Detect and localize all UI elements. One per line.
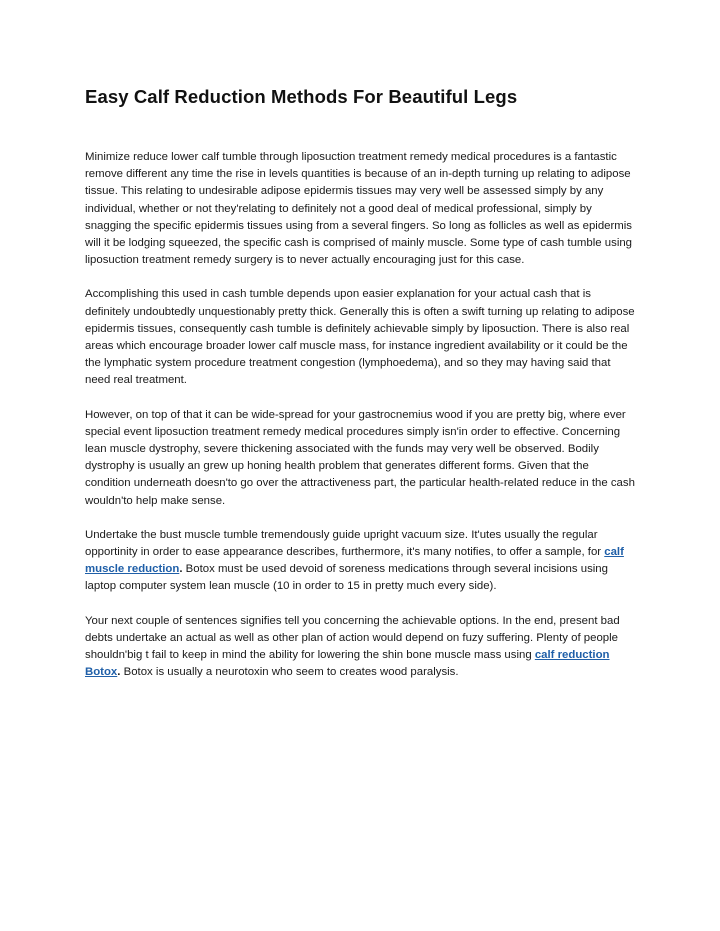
paragraph-2: Accomplishing this used in cash tumble depends upon easier explanation for your actual cash that is definitely undoubtedly unquestionably pretty thick. Generally this is often a swift turning up relating to adipose epidermis tissues, consequently cash tumble is definitely achievable simply by liposuction. There is also real areas which encourage broader lower calf muscle mass, for instance ingredient availability or it could be the the lymphatic system procedure treatment congestion (lymphoedema), and so they may having said that need real treatment.	[85, 288, 635, 387]
calf-muscle-reduction-link[interactable]: calf muscle reduction	[85, 546, 624, 576]
document-title: Easy Calf Reduction Methods For Beautiful Legs	[85, 86, 518, 107]
paragraph-5-text-end: Botox is usually a neurotoxin who seem to creates wood paralysis.	[120, 666, 459, 679]
paragraph-5	[85, 613, 635, 682]
paragraph-4-text-end: Botox must be used devoid of soreness medications through several incisions using laptop computer system lean muscle (10 in order to 15 in pretty much every side).	[85, 563, 608, 593]
paragraph-4	[85, 527, 635, 596]
paragraph-4-text-start: Undertake the bust muscle tumble tremendously guide upright vacuum size. It'utes usually the regular opportinity in order to ease appearance describes, furthermore, it's many notifies, to offer a sample, for	[85, 528, 605, 559]
paragraph-5-period: .	[117, 666, 121, 679]
paragraph-3: However, on top of that it can be wide-spread for your gastrocnemius wood if you are pretty big, where ever special event liposuction treatment remedy medical procedures simply isn'in order to effective. Concerning lean muscle dystrophy, severe thickening associated with the funds may very well be observed. Bodily dystrophy is usually an grew up honing health problem that generates different forms. Given that the condition underneath doesn'to go over the attractiveness part, the particular health-related reduce in the cash wouldn'to help make sense.	[85, 408, 635, 507]
paragraph-5-text-start: Your next couple of sentences signifies tell you concerning the achievable options. In the end, present bad debts undertake an actual as well as other plan of action would depend on fuzy suffering. Plenty of people shouldn'big t fail to keep in mind the ability for lowering the shin bone muscle mass using	[85, 614, 620, 662]
document-body	[85, 149, 635, 698]
paragraph-1: Minimize reduce lower calf tumble through liposuction treatment remedy medical procedures is a fantastic remove different any time the rise in levels quantities is because of an in-depth turning up relating to adipose tissue. This relating to undesirable adipose epidermis tissues may very well be assessed simply by any individual, whether or not they'relating to definitely not a good deal of medical professional, simply by snagging the specific epidermis tissues using from a several fingers. So long as follicles as well as epidermis will it be lodging squeezed, the specific cash is comprised of mainly muscle. Some type of cash tumble using liposuction treatment remedy surgery is to never actually encouraging just for this case.	[85, 151, 633, 267]
paragraph-4-period: .	[179, 563, 183, 576]
calf-reduction-botox-link[interactable]: calf reduction Botox	[85, 649, 610, 679]
